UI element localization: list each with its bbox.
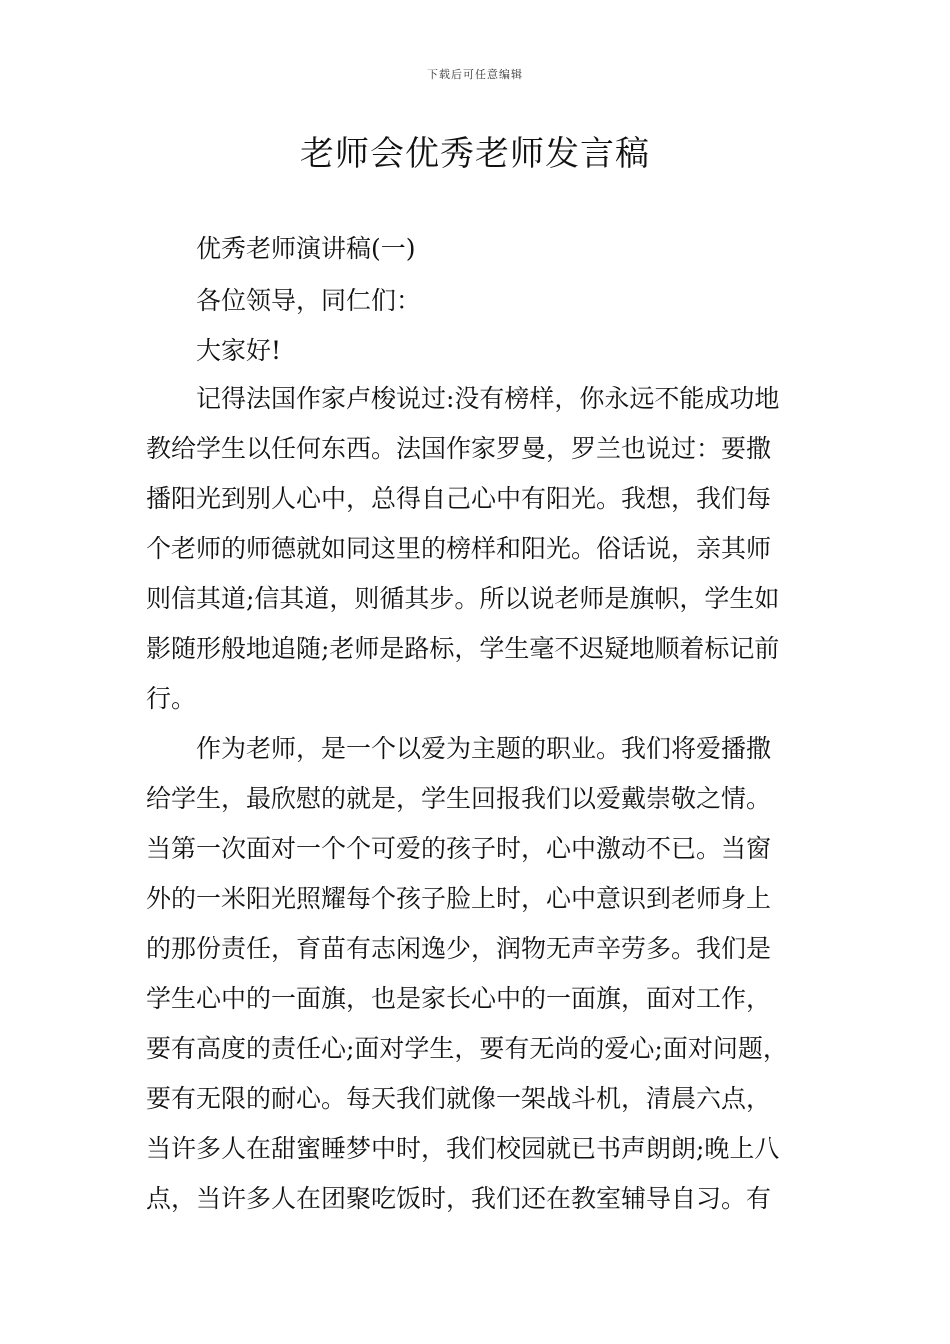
paragraph-2-line-2: 给学生，最欣慰的就是，学生回报我们以爱戴崇敬之情。 <box>146 784 772 813</box>
paragraph-2-line-1: 作为老师，是一个以爱为主题的职业。我们将爱播撒 <box>196 734 772 763</box>
paragraph-2-line-5: 的那份责任，育苗有志闲逸少，润物无声辛劳多。我们是 <box>146 934 772 963</box>
header-note: 下载后可任意编辑 <box>427 68 523 81</box>
paragraph-1-line-7: 行。 <box>146 684 197 713</box>
paragraph-1-line-4: 个老师的师德就如同这里的榜样和阳光。俗话说，亲其师 <box>146 534 772 563</box>
greeting: 大家好! <box>196 336 282 365</box>
paragraph-1-line-5: 则信其道;信其道，则循其步。所以说老师是旗帜，学生如 <box>146 584 780 613</box>
paragraph-2-line-9: 当许多人在甜蜜睡梦中时，我们校园就已书声朗朗;晚上八 <box>146 1134 780 1163</box>
salutation: 各位领导，同仁们： <box>196 286 422 315</box>
paragraph-1-line-2: 教给学生以任何东西。法国作家罗曼，罗兰也说过：要撒 <box>146 434 772 463</box>
paragraph-1-line-1: 记得法国作家卢梭说过:没有榜样，你永远不能成功地 <box>196 384 780 413</box>
paragraph-2-line-4: 外的一米阳光照耀每个孩子脸上时，心中意识到老师身上 <box>146 884 772 913</box>
paragraph-1-line-3: 播阳光到别人心中，总得自己心中有阳光。我想，我们每 <box>146 484 772 513</box>
paragraph-1-line-6: 影随形般地追随;老师是路标，学生毫不迟疑地顺着标记前 <box>146 634 780 663</box>
document-title: 老师会优秀老师发言稿 <box>300 134 650 174</box>
section-heading: 优秀老师演讲稿(一) <box>196 234 416 263</box>
paragraph-2-line-10: 点，当许多人在团聚吃饭时，我们还在教室辅导自习。有 <box>146 1184 772 1213</box>
paragraph-2-line-6: 学生心中的一面旗，也是家长心中的一面旗，面对工作， <box>146 984 772 1013</box>
paragraph-2-line-7: 要有高度的责任心;面对学生，要有无尚的爱心;面对问题， <box>146 1034 788 1063</box>
paragraph-2-line-8: 要有无限的耐心。每天我们就像一架战斗机，清晨六点， <box>146 1084 772 1113</box>
paragraph-2-line-3: 当第一次面对一个个可爱的孩子时，心中激动不已。当窗 <box>146 834 772 863</box>
